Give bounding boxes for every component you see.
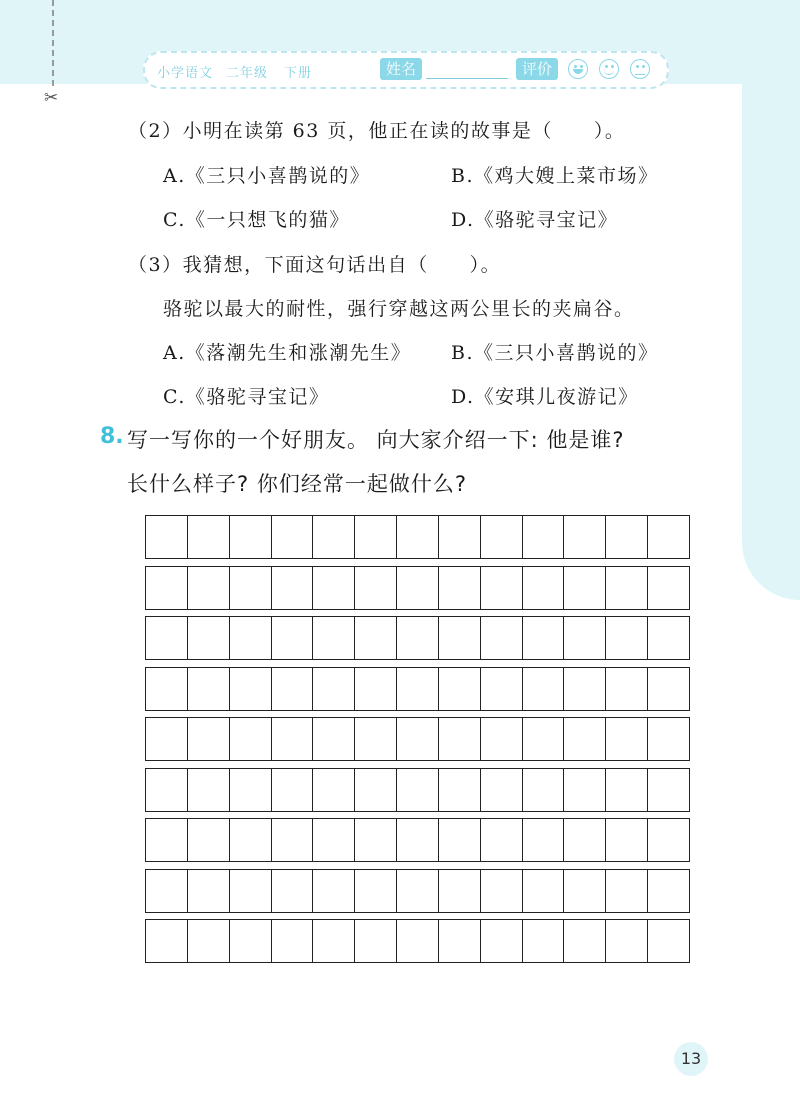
question-2-option-a: A.《三只小喜鹊说的》 [163,165,371,187]
writing-grid-cell[interactable] [523,920,565,962]
writing-grid-row[interactable] [145,515,690,559]
neutral-face-icon[interactable] [630,59,650,79]
question-3-option-b: B.《三只小喜鹊说的》 [451,342,659,364]
writing-grid-cell[interactable] [606,819,648,861]
question-3-quote: 骆驼以最大的耐性，强行穿越这两公里长的夹扁谷。 [163,298,635,320]
smile-face-icon[interactable] [568,59,588,79]
question-3-option-c: C.《骆驼寻宝记》 [163,386,330,408]
writing-grid-cell[interactable] [606,769,648,811]
writing-grid-cell[interactable] [523,819,565,861]
writing-grid-cell[interactable] [523,769,565,811]
writing-grid-cell[interactable] [272,516,314,558]
question-3-option-d: D.《安琪儿夜游记》 [451,386,639,408]
writing-grid-cell[interactable] [230,617,272,659]
rating-label: 评价 [516,58,558,80]
writing-grid-cell[interactable] [648,718,689,760]
question-8-prompt-line2: 长什么样子? 你们经常一起做什么? [127,472,467,496]
writing-grid-cell[interactable] [146,920,188,962]
writing-grid-cell[interactable] [564,617,606,659]
writing-grid-cell[interactable] [397,920,439,962]
writing-grid-cell[interactable] [397,718,439,760]
writing-grid-cell[interactable] [606,870,648,912]
writing-grid-cell[interactable] [397,769,439,811]
question-8-prompt-line1: 写一写你的一个好朋友。 向大家介绍一下: 他是谁? [127,428,625,452]
writing-grid-cell[interactable] [397,617,439,659]
writing-grid-cell[interactable] [564,920,606,962]
writing-grid-cell[interactable] [606,516,648,558]
writing-grid-row[interactable] [145,616,690,660]
writing-grid-cell[interactable] [564,870,606,912]
writing-grid-cell[interactable] [481,769,523,811]
writing-grid-cell[interactable] [188,769,230,811]
writing-grid-cell[interactable] [523,567,565,609]
writing-grid-cell[interactable] [313,870,355,912]
question-8-number: 8. [100,424,124,449]
writing-grid-cell[interactable] [606,668,648,710]
writing-grid-cell[interactable] [397,819,439,861]
writing-grid-cell[interactable] [313,516,355,558]
writing-grid-cell[interactable] [648,870,689,912]
happy-face-icon[interactable] [599,59,619,79]
writing-grid-cell[interactable] [564,769,606,811]
writing-grid-cell[interactable] [230,668,272,710]
writing-grid-cell[interactable] [355,668,397,710]
writing-grid-cell[interactable] [564,516,606,558]
writing-grid-cell[interactable] [439,516,481,558]
writing-grid-cell[interactable] [439,870,481,912]
writing-grid-cell[interactable] [606,920,648,962]
writing-grid-cell[interactable] [313,567,355,609]
writing-grid-cell[interactable] [355,920,397,962]
writing-grid-cell[interactable] [648,567,689,609]
writing-grid-cell[interactable] [648,668,689,710]
writing-grid-cell[interactable] [648,920,689,962]
writing-grid-cell[interactable] [188,668,230,710]
writing-grid-cell[interactable] [188,516,230,558]
writing-grid-cell[interactable] [188,718,230,760]
writing-grid-cell[interactable] [146,819,188,861]
writing-grid-cell[interactable] [146,668,188,710]
writing-grid-cell[interactable] [188,870,230,912]
writing-grid-cell[interactable] [355,769,397,811]
writing-grid-cell[interactable] [146,567,188,609]
writing-grid-cell[interactable] [481,718,523,760]
writing-grid-cell[interactable] [397,516,439,558]
name-input-line[interactable] [426,78,508,79]
writing-grid-cell[interactable] [439,567,481,609]
writing-grid-cell[interactable] [230,769,272,811]
writing-grid-row[interactable] [145,566,690,610]
writing-grid-cell[interactable] [272,769,314,811]
writing-grid-cell[interactable] [313,718,355,760]
writing-grid-cell[interactable] [146,769,188,811]
writing-grid-cell[interactable] [313,920,355,962]
writing-grid-cell[interactable] [564,819,606,861]
writing-grid-cell[interactable] [481,819,523,861]
writing-grid-cell[interactable] [230,516,272,558]
question-3-stem: （3）我猜想，下面这句话出自（ ）。 [128,254,502,276]
writing-grid-cell[interactable] [481,516,523,558]
writing-grid-cell[interactable] [439,668,481,710]
writing-grid-cell[interactable] [439,819,481,861]
question-2-option-d: D.《骆驼寻宝记》 [451,209,619,231]
writing-grid-cell[interactable] [313,819,355,861]
writing-grid-cell[interactable] [313,769,355,811]
writing-grid-cell[interactable] [188,617,230,659]
writing-grid-cell[interactable] [313,668,355,710]
writing-grid-cell[interactable] [146,718,188,760]
writing-grid-cell[interactable] [146,870,188,912]
writing-grid-cell[interactable] [564,668,606,710]
writing-grid-cell[interactable] [188,819,230,861]
page-number: 13 [674,1042,708,1076]
writing-grid-cell[interactable] [272,567,314,609]
writing-grid-cell[interactable] [230,819,272,861]
writing-grid-cell[interactable] [313,617,355,659]
side-background [742,0,800,600]
writing-grid-cell[interactable] [606,718,648,760]
writing-grid-cell[interactable] [481,668,523,710]
writing-grid-cell[interactable] [648,769,689,811]
writing-grid-row[interactable] [145,717,690,761]
grade-label: 二年级 [226,66,269,81]
writing-grid-cell[interactable] [606,567,648,609]
writing-grid-cell[interactable] [272,668,314,710]
writing-grid-row[interactable] [145,768,690,812]
writing-grid-cell[interactable] [272,920,314,962]
writing-grid-cell[interactable] [523,516,565,558]
writing-grid-row[interactable] [145,869,690,913]
writing-grid-cell[interactable] [397,870,439,912]
writing-grid-cell[interactable] [606,617,648,659]
writing-grid-cell[interactable] [355,718,397,760]
volume-label: 下册 [284,66,313,81]
writing-grid-cell[interactable] [523,668,565,710]
question-2-option-c: C.《一只想飞的猫》 [163,209,350,231]
writing-grid-cell[interactable] [523,617,565,659]
writing-grid-cell[interactable] [272,870,314,912]
writing-grid-cell[interactable] [272,718,314,760]
writing-grid-cell[interactable] [230,920,272,962]
writing-grid-cell[interactable] [439,769,481,811]
writing-grid-cell[interactable] [272,819,314,861]
question-2-option-b: B.《鸡大嫂上菜市场》 [451,165,659,187]
writing-grid-cell[interactable] [648,819,689,861]
question-3-option-a: A.《落潮先生和涨潮先生》 [163,342,412,364]
cut-line [52,0,54,86]
writing-grid-cell[interactable] [397,567,439,609]
writing-grid-cell[interactable] [146,516,188,558]
writing-grid-cell[interactable] [355,567,397,609]
writing-grid-cell[interactable] [188,567,230,609]
writing-grid-cell[interactable] [188,920,230,962]
writing-grid-cell[interactable] [523,870,565,912]
writing-grid-cell[interactable] [481,870,523,912]
subject-label: 小学语文 [157,66,214,81]
name-label: 姓名 [380,58,422,80]
writing-grid-cell[interactable] [564,567,606,609]
writing-grid-cell[interactable] [564,718,606,760]
writing-grid-cell[interactable] [272,617,314,659]
writing-grid-cell[interactable] [439,617,481,659]
writing-grid-cell[interactable] [648,516,689,558]
writing-grid-cell[interactable] [439,920,481,962]
writing-grid-cell[interactable] [397,668,439,710]
writing-grid-cell[interactable] [481,617,523,659]
writing-grid-row[interactable] [145,667,690,711]
writing-grid-cell[interactable] [481,567,523,609]
writing-grid-cell[interactable] [230,870,272,912]
writing-grid-cell[interactable] [355,516,397,558]
writing-grid-cell[interactable] [523,718,565,760]
scissors-icon: ✂ [44,88,59,108]
writing-grid-cell[interactable] [230,718,272,760]
writing-grid-cell[interactable] [439,718,481,760]
writing-grid-cell[interactable] [355,870,397,912]
writing-grid-cell[interactable] [355,617,397,659]
writing-grid-row[interactable] [145,818,690,862]
question-2-stem: （2）小明在读第 63 页，他正在读的故事是（ ）。 [128,120,626,142]
writing-grid-row[interactable] [145,919,690,963]
writing-grid-cell[interactable] [481,920,523,962]
writing-grid-cell[interactable] [648,617,689,659]
writing-grid-cell[interactable] [146,617,188,659]
writing-grid-cell[interactable] [230,567,272,609]
writing-grid-cell[interactable] [355,819,397,861]
